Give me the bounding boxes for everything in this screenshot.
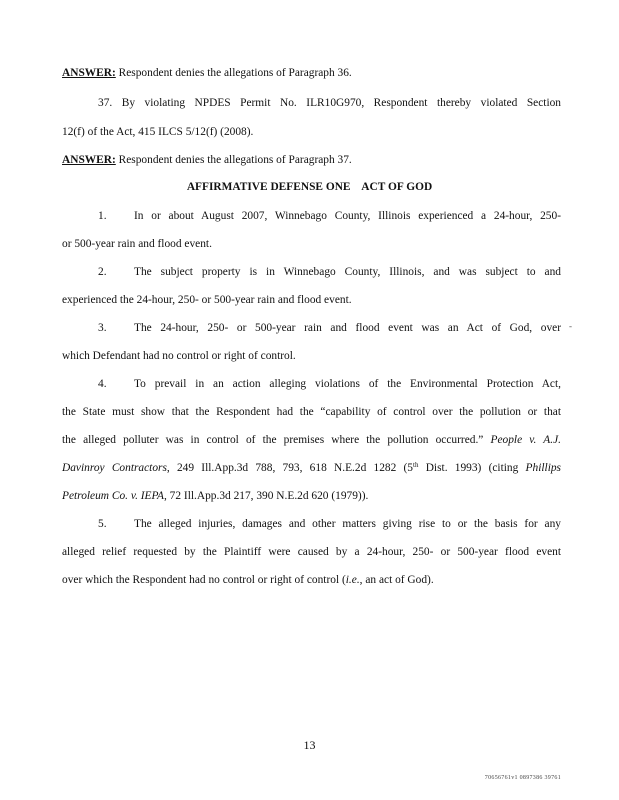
item-4-number: 4.	[98, 378, 107, 390]
item-4-line-3-text: the alleged polluter was in control of the premises where the pollution occurred.”	[62, 434, 491, 446]
item-4-line-4	[62, 461, 561, 475]
item-3-number: 3.	[98, 322, 107, 334]
document-id: 70656761v1 0897386 39761	[484, 775, 561, 781]
answer-37	[62, 153, 352, 167]
item-4-line-4-dist: Dist. 1993) (citing	[418, 462, 526, 474]
ie-abbreviation: i.e.	[345, 574, 360, 586]
paragraph-37-line-1: 37. By violating NPDES Permit No. ILR10G970, Respondent thereby violated Section	[98, 97, 561, 109]
item-3-line-2: which Defendant had no control or right of control.	[62, 350, 296, 362]
item-4-line-3	[62, 433, 561, 447]
item-3-line-1: The 24-hour, 250- or 500-year rain and flood event was an Act of God, over	[134, 322, 561, 334]
answer-label: ANSWER:	[62, 154, 116, 166]
item-2-line-2: experienced the 24-hour, 250- or 500-year rain and flood event.	[62, 294, 352, 306]
item-4-line-1: To prevail in an action alleging violations of the Environmental Protection Act,	[134, 378, 561, 390]
case-citation-phillips-iepa: Petroleum Co. v. IEPA	[62, 490, 164, 502]
item-1-number: 1.	[98, 210, 107, 222]
item-1-line-1: In or about August 2007, Winnebago County, Illinois experienced a 24-hour, 250-	[134, 210, 561, 222]
answer-36-text: Respondent denies the allegations of Paragraph 36.	[115, 67, 352, 79]
page-number: 13	[303, 738, 316, 752]
case-citation-people: People v. A.J.	[490, 434, 561, 446]
case-citation-phillips: Phillips	[525, 462, 561, 474]
item-5-line-3-end: , an act of God).	[359, 574, 434, 586]
item-4-line-2: the State must show that the Respondent had the “capability of control over the pollution or that	[62, 406, 561, 418]
case-citation-davinroy: Davinroy Contractors	[62, 462, 167, 474]
item-5-line-1: The alleged injuries, damages and other matters giving rise to or the basis for any	[134, 518, 561, 530]
item-5-line-2: alleged relief requested by the Plaintiff were caused by a 24-hour, 250- or 500-year flood event	[62, 546, 561, 558]
item-4-line-4-text: , 249 Ill.App.3d 788, 793, 618 N.E.2d 1282 (5	[166, 462, 414, 474]
item-5-line-3-text: over which the Respondent had no control or right of control (	[62, 574, 346, 586]
item-1-line-2: or 500-year rain and flood event.	[62, 238, 212, 250]
answer-36	[62, 66, 352, 80]
item-4-line-5	[62, 489, 368, 503]
item-4-line-5-text: , 72 Ill.App.3d 217, 390 N.E.2d 620 (1979)).	[163, 490, 369, 502]
paragraph-37-line-2: 12(f) of the Act, 415 ILCS 5/12(f) (2008).	[62, 126, 254, 138]
item-5-line-3	[62, 573, 434, 587]
item-2-number: 2.	[98, 266, 107, 278]
margin-mark: -	[569, 321, 572, 331]
section-heading: AFFIRMATIVE DEFENSE ONE ACT OF GOD	[186, 181, 433, 193]
answer-label: ANSWER:	[62, 67, 116, 79]
superscript-th: th	[413, 461, 419, 469]
item-2-line-1: The subject property is in Winnebago County, Illinois, and was subject to and	[134, 266, 561, 278]
item-5-number: 5.	[98, 518, 107, 530]
answer-37-text: Respondent denies the allegations of Paragraph 37.	[115, 154, 352, 166]
